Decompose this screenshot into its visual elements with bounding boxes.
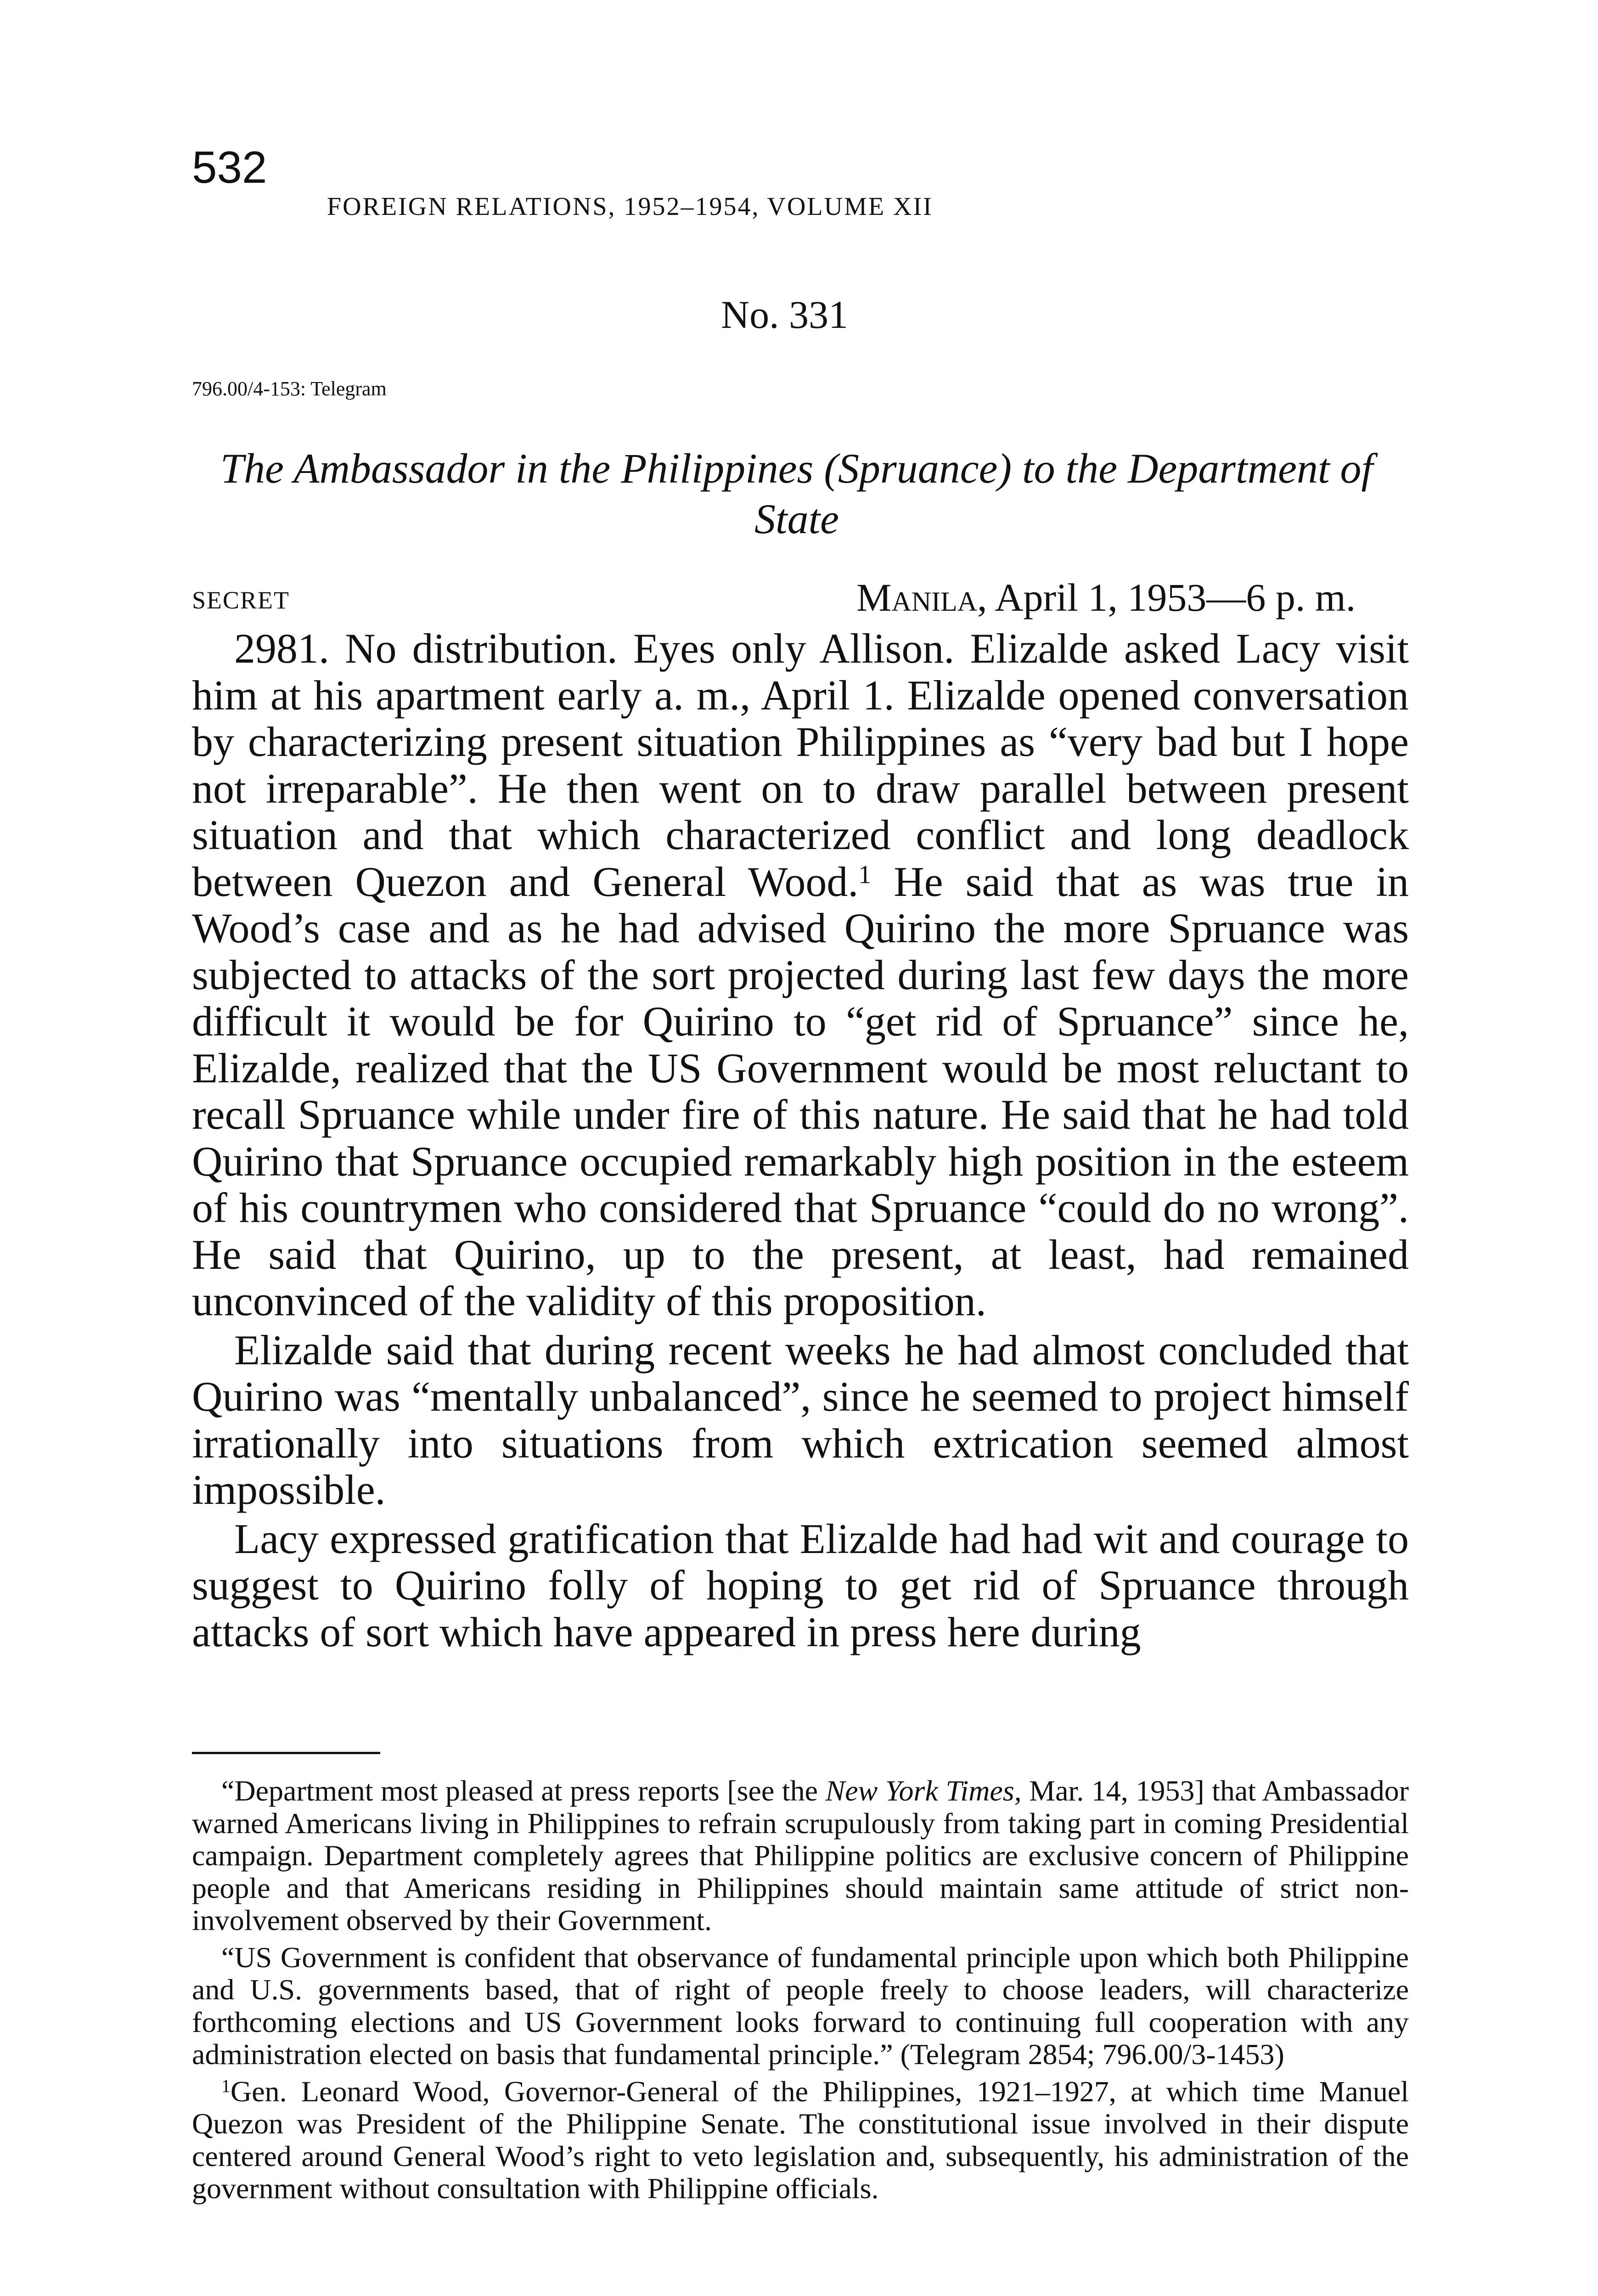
footnote-1	[192, 2076, 1409, 2205]
dateline	[856, 575, 1356, 619]
classification-label: SECRET	[192, 586, 290, 614]
body-paragraph-text: 2981. No distribution. Eyes only Allison. Elizalde asked Lacy visit him at his apartment early a. m., April 1. Elizalde opened conversation by characterizing present situation Philippines as “very bad but I hope not irreparable”. He then went on to draw parallel between present situation and that which characterized conflict and long deadlock between Quezon and General Wood.	[192, 625, 1409, 905]
footnote-1-mark: 1	[221, 2075, 231, 2096]
dateline-place: Manila,	[856, 575, 987, 619]
page-number: 532	[192, 142, 267, 192]
footnote-1-text: Gen. Leonard Wood, Governor-General of the Philippines, 1921–1927, at which time Manuel Quezon was President of the Philippine Senate. The constitutional issue involved in their dispute centered around General Wood’s right to veto legislation and, subsequently, his administration of the government without consultation with Philippine officials.	[192, 2075, 1409, 2205]
body-paragraph: Lacy expressed gratification that Elizalde had had wit and courage to suggest to Quirino folly of hoping to get rid of Spruance through attacks of sort which have appeared in press here during	[192, 1515, 1409, 1655]
dateline-date: April 1, 1953—6 p. m.	[995, 575, 1356, 619]
document-title: The Ambassador in the Philippines (Spruance) to the Department of State	[220, 445, 1373, 542]
document-number: No. 331	[721, 293, 849, 337]
body-paragraph: Elizalde said that during recent weeks he had almost concluded that Quirino was “mentally unbalanced”, since he seemed to project himself irrationally into situations from which extrication seemed almost impossible.	[192, 1326, 1409, 1513]
body-paragraph	[192, 625, 1409, 1325]
publication-title: New York Times,	[825, 1774, 1022, 1807]
footnote-reference-1[interactable]: 1	[858, 860, 872, 889]
footnote-carryover: “US Government is confident that observance of fundamental principle upon which both Philippine and U.S. governments based, that of right of people freely to choose leaders, will characterize forthcoming elections and US Government looks forward to continuing full cooperation with any administration elected on basis that fundamental principle.” (Telegram 2854; 796.00/3-1453)	[192, 1941, 1409, 2071]
footnote-carryover	[192, 1775, 1409, 1937]
body-paragraph-text: He said that as was true in Wood’s case and as he had advised Quirino the more Spruance was subjected to attacks of the sort projected during last few days the more difficult it would be for Quirino to “get rid of Spruance” since he, Elizalde, realized that the US Government would be most reluctant to recall Spruance while under fire of this nature. He said that he had told Quirino that Spruance occupied remarkably high position in the esteem of his countrymen who considered that Spruance “could do no wrong”. He said that Quirino, up to the present, at least, had remained unconvinced of the validity of this proposition.	[192, 858, 1409, 1324]
running-head: FOREIGN RELATIONS, 1952–1954, VOLUME XII	[327, 192, 933, 221]
footnote-rule	[192, 1752, 380, 1754]
telegram-body	[192, 625, 1409, 1655]
footnote-text: “Department most pleased at press reports [see the	[221, 1774, 826, 1807]
footnotes	[192, 1775, 1409, 2205]
file-reference: 796.00/4-153: Telegram	[192, 377, 387, 400]
footnote-text: Mar. 14, 1953] that Ambassador warned Americans living in Philippines to refrain scrupulously from taking part in coming Presidential campaign. Department completely agrees that Philippine politics are exclusive concern of Philippine people and that Americans residing in Philippines should maintain same attitude of strict non-involvement observed by their Government.	[192, 1774, 1409, 1936]
